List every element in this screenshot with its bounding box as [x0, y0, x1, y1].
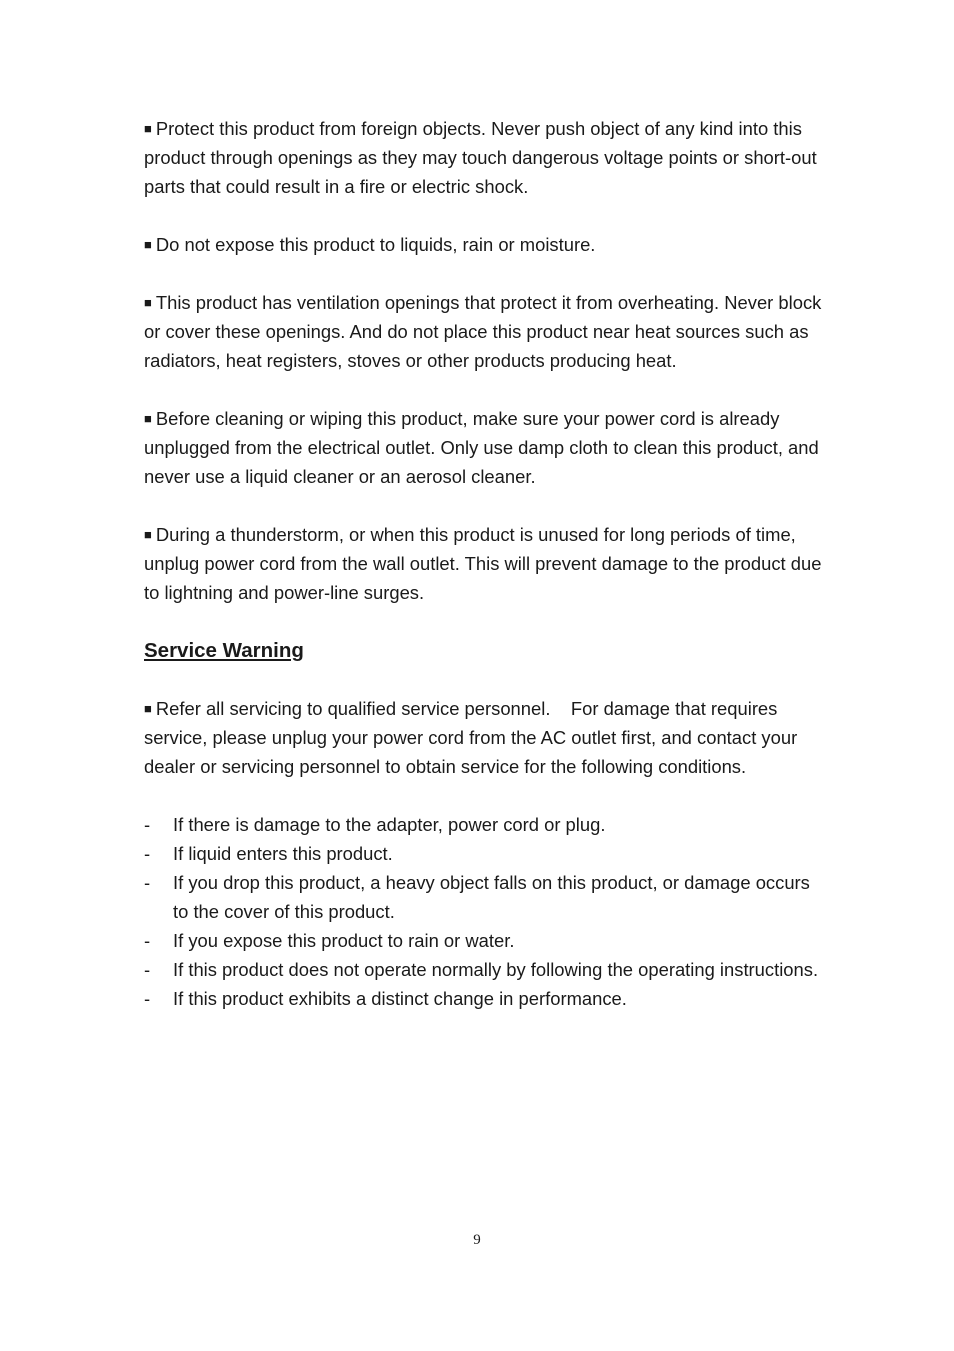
- safety-paragraph-foreign-objects: [144, 114, 824, 201]
- condition-text: If liquid enters this product.: [173, 843, 393, 864]
- list-item: [144, 955, 824, 984]
- list-item: [144, 810, 824, 839]
- safety-paragraph-liquids: [144, 230, 824, 259]
- service-intro-paragraph: [144, 694, 824, 781]
- paragraph-text: This product has ventilation openings that protect it from overheating. Never block or cover these openings. And do not place this product near heat sources such as radiators, heat registers, stoves or other products producing heat.: [144, 292, 822, 371]
- dash-marker: -: [144, 814, 151, 835]
- safety-paragraph-thunderstorm: [144, 520, 824, 607]
- condition-text: If there is damage to the adapter, power cord or plug.: [173, 814, 606, 835]
- bullet-square-icon: ■: [144, 121, 152, 136]
- paragraph-text: During a thunderstorm, or when this product is unused for long periods of time, unplug power cord from the wall outlet. This will prevent damage to the product due to lightning and power-line surges.: [144, 524, 822, 603]
- condition-text: If you drop this product, a heavy object falls on this product, or damage occurs to the cover of this product.: [173, 872, 810, 922]
- safety-paragraph-ventilation: [144, 288, 824, 375]
- condition-text: If this product does not operate normally by following the operating instructions.: [173, 959, 819, 980]
- bullet-square-icon: ■: [144, 527, 152, 542]
- list-item: [144, 868, 824, 926]
- paragraph-text: Protect this product from foreign objects. Never push object of any kind into this product through openings as they may touch dangerous voltage points or short-out parts that could result in a fire or electric shock.: [144, 118, 817, 197]
- paragraph-text: Refer all servicing to qualified service personnel. For damage that requires service, please unplug your power cord from the AC outlet first, and contact your dealer or servicing personnel to obtain service for the following conditions.: [144, 698, 803, 777]
- paragraph-text: Do not expose this product to liquids, rain or moisture.: [155, 234, 596, 255]
- bullet-square-icon: ■: [144, 411, 152, 426]
- page-number: 9: [473, 1232, 481, 1248]
- dash-marker: -: [144, 930, 151, 951]
- service-conditions-list: [144, 810, 824, 1013]
- bullet-square-icon: ■: [144, 237, 152, 252]
- paragraph-text: Before cleaning or wiping this product, make sure your power cord is already unplugged from the electrical outlet. Only use damp cloth to clean this product, and never use a liquid cleaner or an aerosol cleaner.: [144, 408, 819, 487]
- dash-marker: -: [144, 988, 151, 1009]
- page-content: [144, 114, 824, 1013]
- dash-marker: -: [144, 872, 151, 893]
- bullet-square-icon: ■: [144, 295, 152, 310]
- condition-text: If you expose this product to rain or water.: [173, 930, 515, 951]
- service-warning-heading: Service Warning: [144, 639, 304, 662]
- list-item: [144, 926, 824, 955]
- dash-marker: -: [144, 843, 151, 864]
- list-item: [144, 984, 824, 1013]
- safety-paragraph-cleaning: [144, 404, 824, 491]
- bullet-square-icon: ■: [144, 701, 152, 716]
- list-item: [144, 839, 824, 868]
- dash-marker: -: [144, 959, 151, 980]
- condition-text: If this product exhibits a distinct change in performance.: [173, 988, 627, 1009]
